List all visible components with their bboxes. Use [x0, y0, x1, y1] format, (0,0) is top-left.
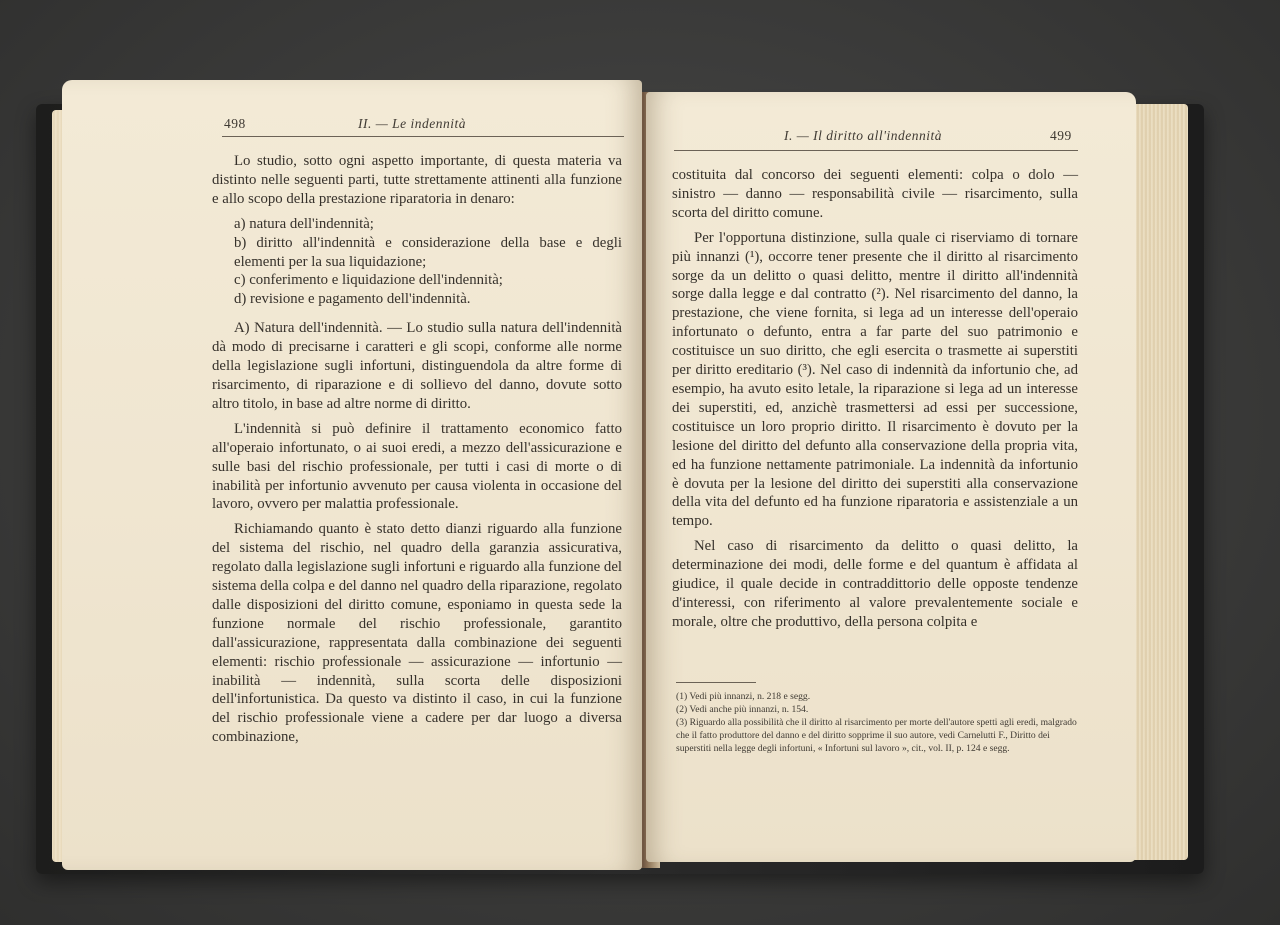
right-header-rule: [674, 150, 1078, 151]
paragraph: Per l'opportuna distinzione, sulla quale ci riserviamo di tornare più innanzi (¹), occorre tener presente che il diritto al risarcimento sorge da un delitto o quasi delitto, mentre il diritto all'indennità sorge dalla legge e dal contratto (²). Nel risarcimento del danno, la prestazione, che viene fornita, si lega ad un interesse dell'operaio infortunato o defunto, entra a far parte del suo patrimonio e costituisce un suo diritto, che egli esercita o trasmette ai superstiti per diritto ereditario (³). Nel caso di indennità da infortunio che, ad esempio, ha avuto esito letale, la riparazione si lega ad un interesse dei superstiti, ed, anzichè trasmettersi ad essi per successione, costituisce un loro proprio diritto. Il risarcimento è dovuto per la lesione del diritto del defunto alla conservazione della propria vita, ed ha funzione nettamente patrimoniale. La indennità da infortunio è dovuta per la lesione del diritto dei superstiti alla conservazione della vita del defunto ed ha funzione riparatoria e assistenziale a un tempo.: [672, 229, 1078, 530]
footnote-rule: [676, 682, 756, 683]
right-running-head: I. — Il diritto all'indennità: [784, 128, 943, 143]
list-item: b) diritto all'indennità e considerazione della base e degli elementi per la sua liquidazione;: [234, 234, 622, 270]
paragraph: Lo studio, sotto ogni aspetto importante, di questa materia va distinto nelle seguenti parti, tutte strettamente attinenti alla funzione e allo scopo della prestazione riparatoria in denaro:: [212, 153, 622, 207]
left-page-number: 498: [224, 116, 246, 131]
paragraph: costituita dal concorso dei seguenti elementi: colpa o dolo — sinistro — danno — responsabilità civile — risarcimento, sulla scorta del diritto comune.: [672, 167, 1078, 221]
right-page: [646, 92, 1136, 862]
footnote: (1) Vedi più innanzi, n. 218 e segg.: [676, 691, 811, 702]
left-page-body: [212, 152, 622, 753]
right-page-number: 499: [1050, 128, 1072, 143]
left-header-rule: [222, 136, 624, 137]
footnote: (2) Vedi anche più innanzi, n. 154.: [676, 704, 809, 715]
paragraph: Richiamando quanto è stato detto dianzi riguardo alla funzione del sistema del rischio, nel quadro della garanzia assicurativa, regolato dalla legislazione sugli infortuni e riguardo alla funzione del sistema della colpa e del danno nel quadro della riparazione, regolato dalle disposizioni del diritto comune, esponiamo in questa sede la funzione normale del rischio professionale, garantito dall'assicurazione, rappresentata dalla combinazione dei seguenti elementi: rischio professionale — assicurazione — infortunio — inabilità — indennità, sulla scorta delle disposizioni dell'infortunistica. Da questo va distinto il caso, in cui la funzione del rischio professionale viene a cadere per dar luogo a diversa combinazione,: [212, 521, 622, 746]
paragraph: Nel caso di risarcimento da delitto o quasi delitto, la determinazione dei modi, delle forme e del quantum è affidata al giudice, il quale decide in contraddittorio delle opposte tendenze d'interessi, con riferimento al valore prevalentemente sociale e morale, oltre che produttivo, della persona colpita e: [672, 538, 1078, 630]
paragraph: A) Natura dell'indennità. — Lo studio sulla natura dell'indennità dà modo di precisarne i caratteri e gli scopi, conforme alle norme della legislazione sugli infortuni, distinguendola da altre forme di risarcimento, di riparazione e di sollievo del danno, dovute sotto altro titolo, in base ad altre norme di diritto.: [212, 320, 622, 412]
paragraph: L'indennità si può definire il trattamento economico fatto all'operaio infortunato, o ai suoi eredi, a mezzo dell'assicurazione e sulle basi del rischio professionale, per tutti i casi di morte o di inabilità per infortunio avvenuto per causa violenta in occasione del lavoro, ovvero per malattia professionale.: [212, 420, 622, 513]
right-page-edges: [1128, 104, 1188, 860]
list-item: d) revisione e pagamento dell'indennità.: [234, 291, 471, 308]
list-item: c) conferimento e liquidazione dell'indennità;: [234, 272, 503, 289]
left-page: [62, 80, 642, 870]
list-item: a) natura dell'indennità;: [234, 215, 374, 232]
footnote: (3) Riguardo alla possibilità che il diritto al risarcimento per morte dell'autore spetti agli eredi, malgrado che il fatto produttore del danno e del diritto sopprime il suo autore, vedi Carnelutti F., Diritto dei superstiti nella legge degli infortuni, « Infortuni sul lavoro », cit., vol. II, p. 124 e segg.: [676, 717, 1077, 754]
right-page-body: [672, 166, 1078, 638]
footnotes: [676, 690, 1080, 755]
left-running-head: II. — Le indennità: [358, 116, 466, 131]
